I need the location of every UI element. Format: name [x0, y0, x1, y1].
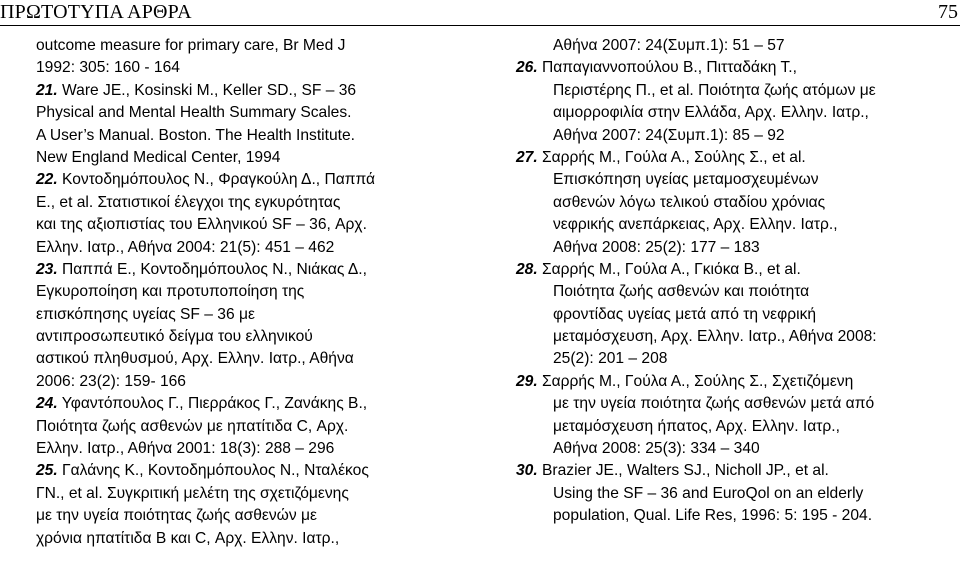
ref-line: αιμορροφιλία στην Ελλάδα, Αρχ. Ελλην. Ιατρ., — [553, 104, 869, 122]
ref-line: νεφρικής ανεπάρκειας, Αρχ. Ελλην. Ιατρ., — [553, 216, 838, 234]
reference-22: 22. Κοντοδημόπουλος Ν., Φραγκούλη Δ., Παππά — [36, 171, 376, 189]
references-right-column — [516, 35, 957, 528]
ref-line: Αθήνα 2008: 25(2): 177 – 183 — [553, 238, 760, 256]
ref-line: Αθήνα 2007: 24(Συμπ.1): 85 – 92 — [553, 126, 785, 144]
references-left-column — [36, 35, 450, 550]
reference-number: 30. — [516, 462, 538, 480]
ref-line: Ποιότητα ζωής ασθενών και ποιότητα — [553, 283, 810, 301]
reference-number: 25. — [36, 462, 58, 480]
reference-number: 26. — [516, 59, 538, 77]
ref-line: επισκόπησης υγείας SF – 36 με — [36, 305, 255, 323]
header-rule — [0, 25, 960, 26]
reference-27: 27. Σαρρής Μ., Γούλα Α., Σούλης Σ., et al. — [516, 148, 806, 166]
section-title: ΠΡΩΤΟΤΥΠΑ ΑΡΘΡΑ — [0, 1, 192, 23]
reference-24: 24. Υφαντόπουλος Γ., Πιερράκος Γ., Ζανάκης Β., — [36, 395, 368, 413]
ref-line: ΓΝ., et al. Συγκριτική μελέτη της σχετιζόμενης — [36, 484, 349, 502]
reference-number: 29. — [516, 372, 538, 390]
ref-line: 1992: 305: 160 - 164 — [36, 59, 180, 77]
running-header — [0, 0, 960, 24]
reference-number: 28. — [516, 260, 538, 278]
reference-number: 24. — [36, 395, 58, 413]
ref-line: New England Medical Center, 1994 — [36, 148, 281, 166]
reference-23: 23. Παππά Ε., Κοντοδημόπουλος Ν., Νιάκας Δ., — [36, 260, 367, 278]
reference-25: 25. Γαλάνης Κ., Κοντοδημόπουλος Ν., Νταλέκος — [36, 462, 369, 480]
ref-line: με την υγεία ποιότητας ζωής ασθενών με — [36, 507, 317, 525]
ref-line: με την υγεία ποιότητα ζωής ασθενών μετά από — [553, 395, 875, 413]
ref-line: αντιπροσωπευτικό δείγμα του ελληνικού — [36, 328, 313, 346]
reference-number: 23. — [36, 260, 58, 278]
reference-number: 22. — [36, 171, 58, 189]
ref-line: φροντίδας υγείας μετά από τη νεφρική — [553, 305, 817, 323]
ref-line: 25(2): 201 – 208 — [553, 350, 668, 368]
ref-line: Εγκυροποίηση και προτυποποίηση της — [36, 283, 305, 301]
ref-line: χρόνια ηπατίτιδα Β και C, Αρχ. Ελλην. Ιατρ., — [36, 529, 340, 547]
ref-line: population, Qual. Life Res, 1996: 5: 195 - 204. — [553, 507, 873, 525]
page-number: 75 — [938, 1, 958, 23]
ref-line: Ελλην. Ιατρ., Αθήνα 2004: 21(5): 451 – 462 — [36, 238, 335, 256]
reference-28: 28. Σαρρής Μ., Γούλα Α., Γκιόκα Β., et al. — [516, 260, 801, 278]
ref-line: και της αξιοπιστίας του Ελληνικού SF – 36, Αρχ. — [36, 216, 367, 234]
reference-26: 26. Παπαγιαννοπούλου Β., Πιτταδάκη Τ., — [516, 59, 797, 77]
reference-30: 30. Brazier JE., Walters SJ., Nicholl JP., et al. — [516, 462, 829, 480]
ref-line: ασθενών λόγω τελικού σταδίου χρόνιας — [553, 193, 826, 211]
reference-number: 21. — [36, 81, 58, 99]
reference-21: 21. Ware JE., Kosinski M., Keller SD., SF – 36 — [36, 81, 357, 99]
ref-line: αστικού πληθυσμού, Αρχ. Ελλην. Ιατρ., Αθήνα — [36, 350, 354, 368]
ref-line: 2006: 23(2): 159- 166 — [36, 372, 186, 390]
reference-number: 27. — [516, 148, 538, 166]
reference-29: 29. Σαρρής Μ., Γούλα Α., Σούλης Σ., Σχετιζόμενη — [516, 372, 854, 390]
ref-line: Ε., et al. Στατιστικοί έλεγχοι της εγκυρότητας — [36, 193, 341, 211]
ref-line: A User’s Manual. Boston. The Health Institute. — [36, 126, 355, 144]
ref-line: Ποιότητα ζωής ασθενών με ηπατίτιδα C, Αρχ. — [36, 417, 349, 435]
ref-line: μεταμόσχευση ήπατος, Αρχ. Ελλην. Ιατρ., — [553, 417, 840, 435]
ref-line: outcome measure for primary care, Br Med J — [36, 37, 346, 54]
ref-line: Επισκόπηση υγείας μεταμοσχευμένων — [553, 171, 819, 189]
ref-line: Using the SF – 36 and EuroQol on an elderly — [553, 484, 864, 502]
ref-line: Αθήνα 2008: 25(3): 334 – 340 — [553, 440, 760, 458]
ref-line: Ελλην. Ιατρ., Αθήνα 2001: 18(3): 288 – 296 — [36, 440, 335, 458]
ref-line: Physical and Mental Health Summary Scales. — [36, 104, 352, 122]
ref-line: Αθήνα 2007: 24(Συμπ.1): 51 – 57 — [553, 37, 785, 54]
ref-line: Περιστέρης Π., et al. Ποιότητα ζωής ατόμων με — [553, 81, 876, 99]
ref-line: μεταμόσχευση, Αρχ. Ελλην. Ιατρ., Αθήνα 2008: — [553, 328, 877, 346]
